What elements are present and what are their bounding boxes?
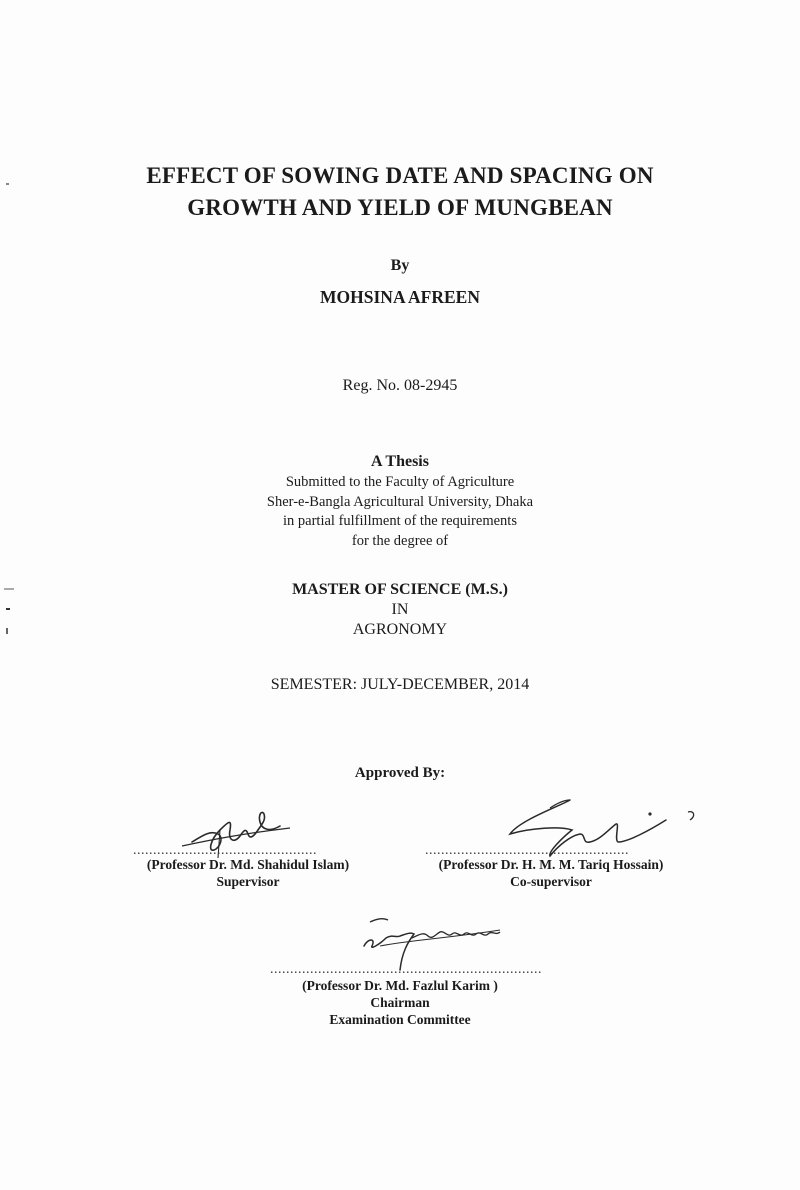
supervisor-name: (Professor Dr. Md. Shahidul Islam): [146, 857, 350, 872]
submission-statement: [0, 473, 800, 551]
thesis-title-line-1: EFFECT OF SOWING DATE AND SPACING ON: [146, 163, 654, 188]
thesis-title: [0, 160, 800, 224]
co-supervisor-role: Co-supervisor: [510, 874, 592, 889]
thesis-title-line-2: GROWTH AND YIELD OF MUNGBEAN: [187, 195, 613, 220]
by-label: By: [390, 257, 410, 274]
degree-block: [0, 580, 800, 640]
submission-line-3: in partial fulfillment of the requirements: [283, 513, 517, 529]
thesis-label: A Thesis: [371, 453, 429, 470]
chairman-name: (Professor Dr. Md. Fazlul Karim ): [302, 978, 498, 993]
registration-number: Reg. No. 08-2945: [342, 377, 458, 394]
examination-committee: Examination Committee: [329, 1012, 471, 1027]
chairman-signature-line: ....................................................................: [270, 962, 542, 977]
approved-by-label: Approved By:: [354, 765, 446, 781]
semester: SEMESTER: JULY-DECEMBER, 2014: [270, 676, 530, 693]
submission-line-2: Sher-e-Bangla Agricultural University, Dhaka: [266, 493, 534, 510]
chairman-role: Chairman: [370, 995, 430, 1010]
submission-line-4: for the degree of: [351, 532, 449, 549]
degree-field: AGRONOMY: [352, 621, 448, 638]
co-supervisor-signature-line: ...................................................: [425, 843, 629, 858]
co-supervisor-block: [396, 856, 706, 890]
supervisor-signature-line: ..............................................: [133, 843, 317, 858]
supervisor-block: [100, 856, 396, 890]
co-supervisor-name: (Professor Dr. H. M. M. Tariq Hossain): [438, 857, 664, 872]
degree-in-label: IN: [391, 601, 409, 618]
submission-line-1: Submitted to the Faculty of Agriculture: [285, 474, 515, 490]
chairman-block: [250, 977, 550, 1028]
author-name: MOHSINA AFREEN: [320, 287, 480, 307]
degree-name: MASTER OF SCIENCE (M.S.): [292, 581, 508, 598]
supervisor-role: Supervisor: [216, 874, 280, 889]
